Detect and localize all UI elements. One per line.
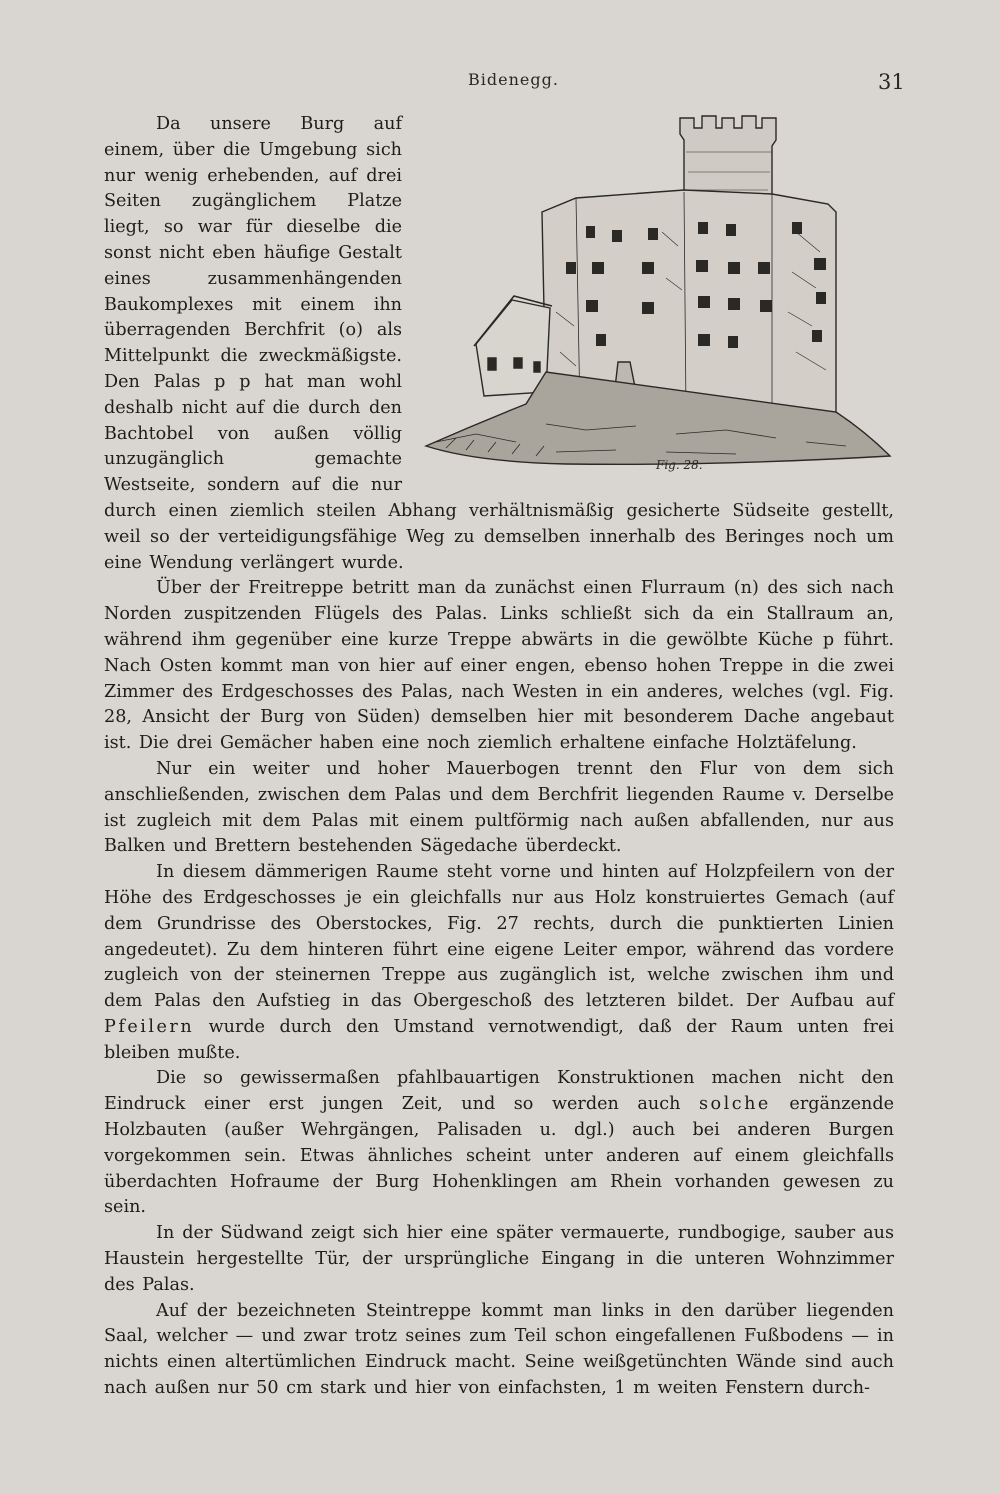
paragraph-text: wurde durch den Umstand vernotwendigt, daß der Raum unten frei bleiben mußte. [104, 1016, 895, 1063]
paragraph-text: ergänzende Holzbauten (außer Wehrgängen, Palisaden u. dgl.) auch bei anderen Burgen vorgekommen sein. Etwas ähnliches scheint unter anderen auf einem gleichfalls überdachten Hofraume der Burg Hohenklingen am Rhein vorhanden gewesen zu sein. [104, 1094, 894, 1218]
paragraph: Über der Freitreppe betritt man da zunächst einen Flurraum (n) des sich nach Norden zuspitzenden Flügels des Palas. Links schließt sich da ein Stallraum an, während ihm gegenüber eine kurze Treppe abwärts in die gewölbte Küche p führt. Nach Osten kommt man von hier auf einer engen, ebenso hohen Treppe in die zwei Zimmer des Erdgeschosses des Palas, nach Westen in ein anderes, welches (vgl. Fig. 28, Ansicht der Burg von Süden) demselben hier mit besonderem Dache angebaut ist. Die drei Gemächer haben eine noch ziemlich erhaltene einfache Holztäfelung. [104, 578, 894, 754]
running-head: Bidenegg. [468, 70, 559, 89]
paragraph: Nur ein weiter und hoher Mauerbogen trennt den Flur von dem sich anschließenden, zwischen dem Palas und dem Berchfrit liegenden Raume v. Derselbe ist zugleich mit dem Palas mit einem pultförmig nach außen abfallenden, nur aus Balken und Brettern bestehenden Sägedache überdeckt. [104, 758, 894, 857]
castle-illustration [416, 112, 894, 472]
figure-28 [416, 112, 894, 484]
page-number: 31 [878, 70, 905, 94]
paragraph-text: Die so gewissermaßen pfahlbauartigen Konstruktionen machen nicht den Eindruck einer erst jungen Zeit, und so werden auch [104, 1068, 894, 1115]
paragraph [104, 860, 894, 1066]
paragraph-text: In diesem dämmerigen Raume steht vorne und hinten auf Holzpfeilern von der Höhe des Erdgeschosses je ein gleichfalls nur aus Holz konstruiertes Gemach (auf dem Grundrisse des Oberstockes, Fig. 27 rechts, durch die punktierten Linien angedeutet). Zu dem hinteren führt eine eigene Leiter empor, während das vordere zugleich von der steinernen Treppe aus zugänglich ist, welche zwischen ihm und dem Palas den Aufstieg in das Obergeschoß des letzteren bildet. Der Aufbau auf [104, 862, 894, 1012]
paragraph: Da unsere Burg auf einem, über die Umgebung sich nur wenig erhebenden, auf drei Seiten zugänglichem Platze liegt, so war für dieselbe die sonst nicht eben häufige Gestalt eines zusammenhängenden Baukomplexes mit einem ihn überragenden Berchfrit (o) als Mittelpunkt die zweckmäßigste. Den Palas p p hat man wohl deshalb nicht auf die durch den Bachtobel von außen völlig unzugänglich gemachte Westseite, sondern auf die nur durch einen ziemlich steilen Abhang verhältnismäßig gesicherte Südseite gestellt, weil so der verteidigungsfähige Weg zu demselben innerhalb des Beringes noch um eine Wendung verlängert wurde. [104, 114, 894, 573]
paragraph: In der Südwand zeigt sich hier eine später vermauerte, rundbogige, sauber aus Haustein hergestellte Tür, der ursprüngliche Eingang in die unteren Wohnzimmer des Palas. [104, 1223, 894, 1295]
emphasis-text: solche [698, 1094, 771, 1115]
paragraph [104, 1066, 894, 1221]
body-text [104, 112, 894, 1402]
figure-caption: Fig. 28. [656, 458, 703, 472]
paragraph: Auf der bezeichneten Steintreppe kommt man links in den darüber liegenden Saal, welcher — und zwar trotz seines zum Teil schon eingefallenen Fußbodens — in nichts einen altertümlichen Eindruck macht. Seine weißgetünchten Wände sind auch nach außen nur 50 cm stark und hier von einfachsten, 1 m weiten Fenstern durch- [104, 1300, 894, 1399]
emphasis-text: Pfeilern [104, 1016, 195, 1037]
